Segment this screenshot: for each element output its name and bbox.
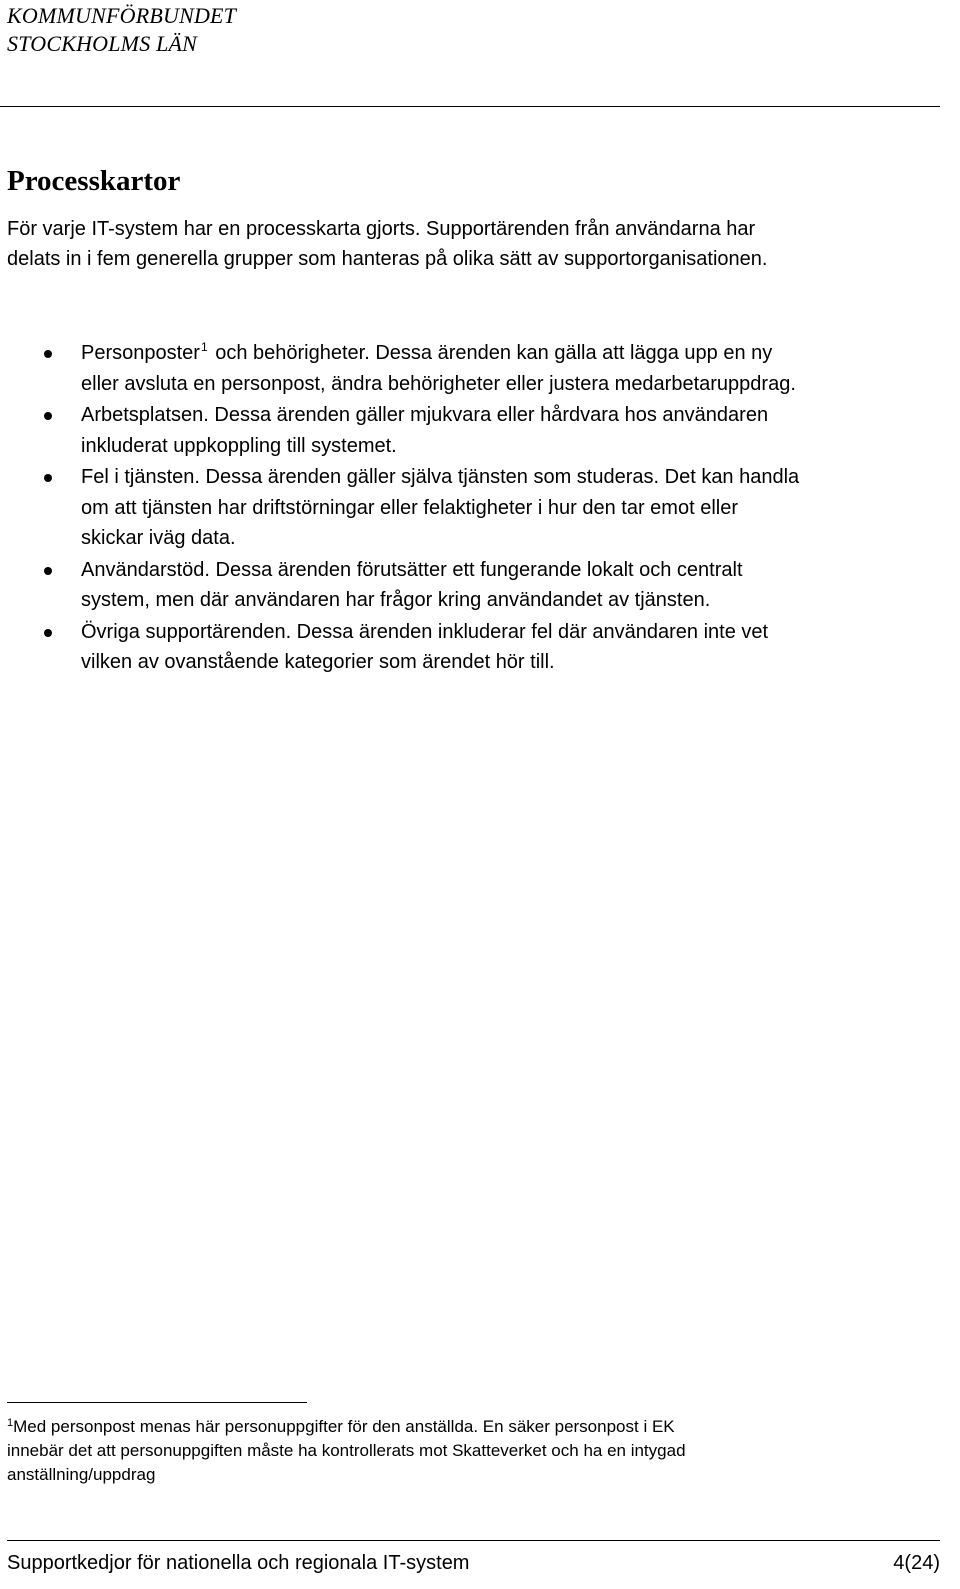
list-item-text: Användarstöd. Dessa ärenden förutsätter ett fungerande lokalt och centralt system, men där användaren har frågor kring användandet av tjänsten. xyxy=(81,558,743,611)
organization-name xyxy=(7,2,236,58)
footnote xyxy=(7,1415,727,1487)
bullet-icon xyxy=(44,350,52,358)
list-item-text: Arbetsplatsen. Dessa ärenden gäller mjukvara eller hårdvara hos användaren inkluderat uppkoppling till systemet. xyxy=(81,404,769,457)
list-item xyxy=(0,555,800,616)
bullet-icon xyxy=(44,629,52,637)
organization-name-line2: STOCKHOLMS LÄN xyxy=(7,31,198,56)
footer-document-title: Supportkedjor för nationella och regionala IT-system xyxy=(7,1552,470,1574)
footnote-marker: 1 xyxy=(7,1417,14,1429)
bullet-icon xyxy=(44,474,52,482)
page-number: 4(24) xyxy=(893,1552,940,1574)
intro-paragraph: För varje IT-system har en processkarta gjorts. Supportärenden från användarna har delats in i fem generella grupper som hanteras på olika sätt av supportorganisationen. xyxy=(7,218,768,270)
organization-name-line1: KOMMUNFÖRBUNDET xyxy=(7,3,237,28)
list-item-text: Fel i tjänsten. Dessa ärenden gäller själva tjänsten som studeras. Det kan handla om att tjänsten har driftstörningar eller felaktigheter i hur den tar emot eller skickar iväg data. xyxy=(81,466,800,549)
category-list xyxy=(0,338,800,679)
list-item-text: Övriga supportärenden. Dessa ärenden inkluderar fel där användaren inte vet vilken av ovanstående kategorier som ärendet hör till. xyxy=(81,620,769,673)
footnote-text: Med personpost menas här personuppgifter för den anställda. En säker personpost i EK innebär det att personuppgiften måste ha kontrollerats mot Skatteverket och ha en intygad anställning/uppdrag xyxy=(7,1417,686,1484)
list-item xyxy=(0,617,800,678)
footnote-divider xyxy=(7,1402,307,1403)
list-item xyxy=(0,338,800,399)
section-heading: Processkartor xyxy=(7,165,181,197)
footer-divider xyxy=(7,1540,940,1541)
bullet-icon xyxy=(44,567,52,575)
header-divider xyxy=(0,106,940,107)
bullet-icon xyxy=(44,412,52,420)
list-item-text-start: Personposter xyxy=(81,342,200,364)
list-item xyxy=(0,400,800,461)
footnote-reference[interactable]: 1 xyxy=(200,340,208,354)
list-item-text-end: och behörigheter. Dessa ärenden kan gälla att lägga upp en ny eller avsluta en personpost, ändra behörigheter eller justera medarbetaruppdrag. xyxy=(81,342,796,395)
list-item xyxy=(0,462,800,554)
